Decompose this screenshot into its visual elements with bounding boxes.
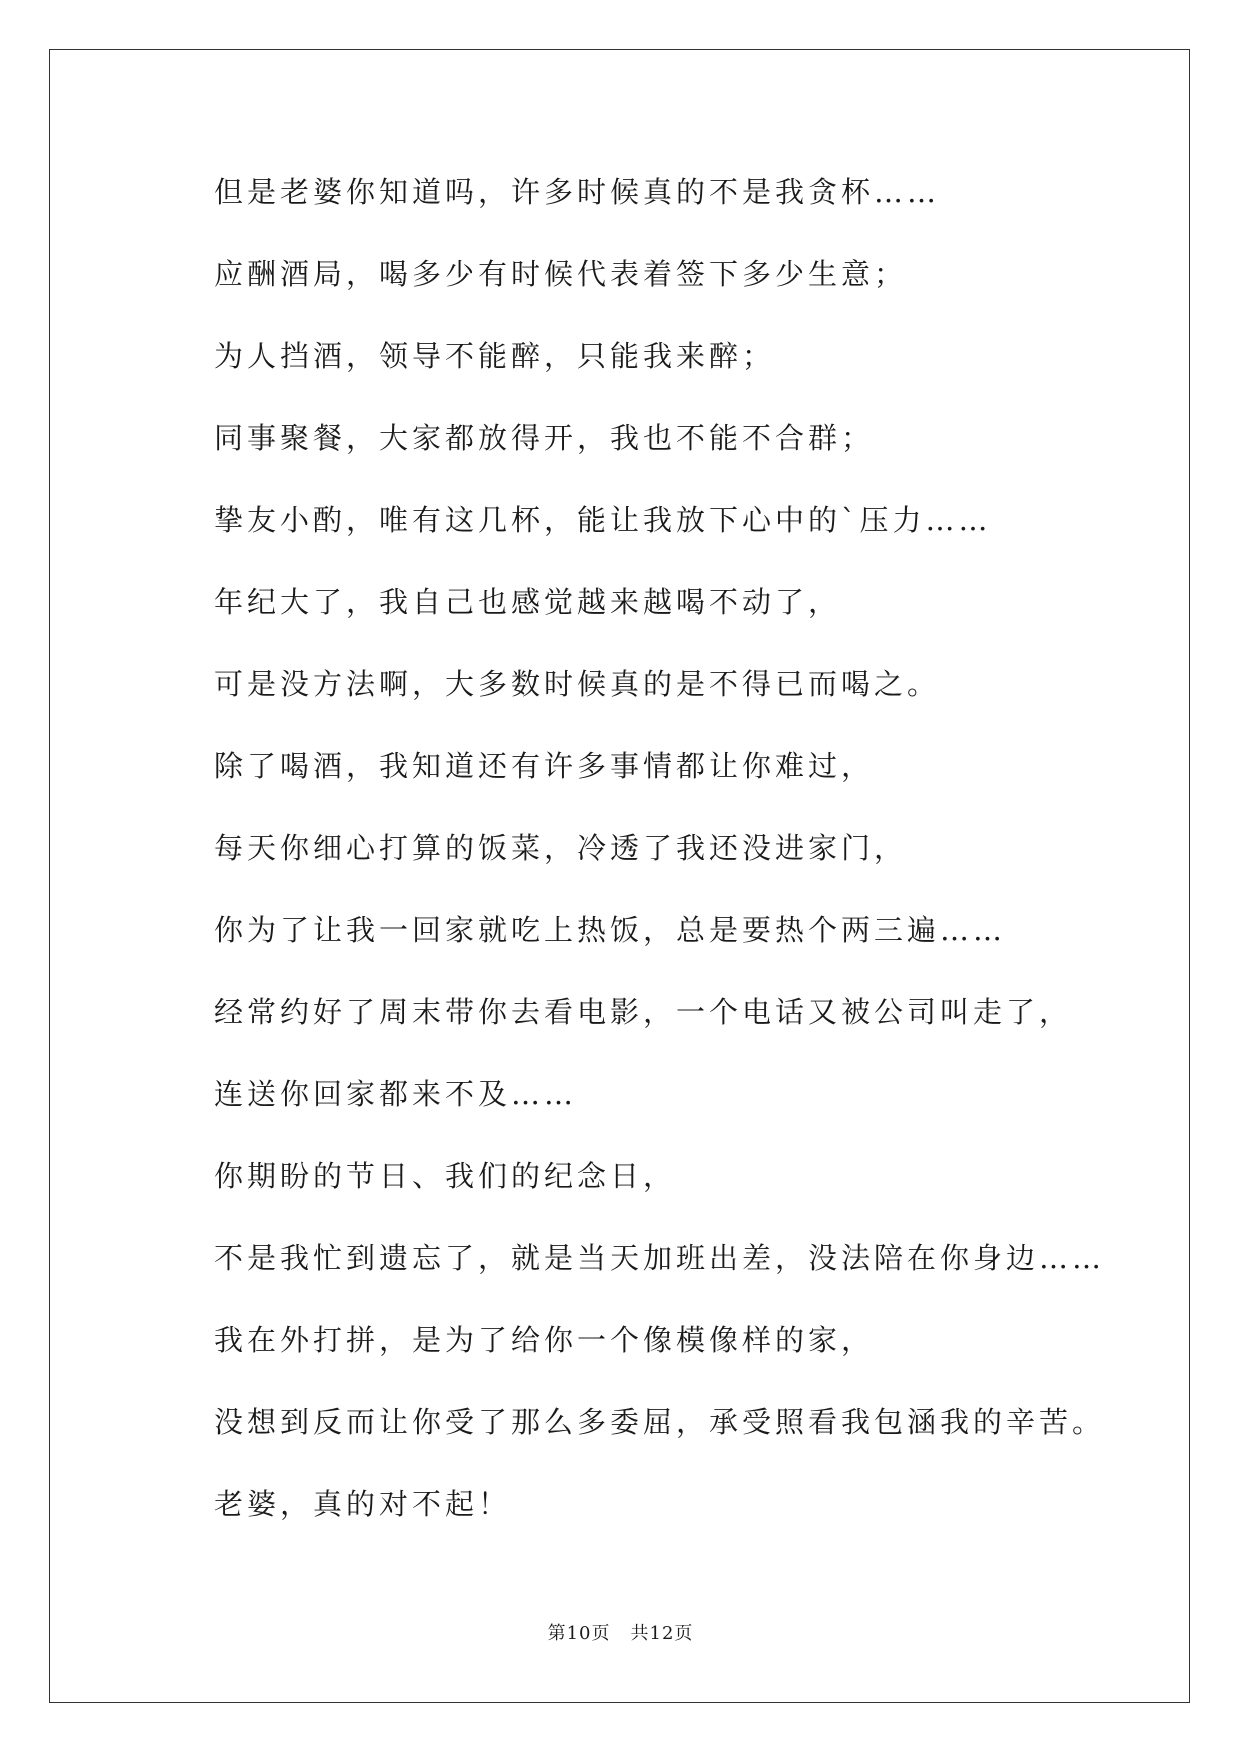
- text-line: 连送你回家都来不及……: [214, 1077, 578, 1111]
- text-line: 应酬酒局，喝多少有时候代表着签下多少生意；: [214, 257, 908, 291]
- text-line: 同事聚餐，大家都放得开，我也不能不合群；: [214, 421, 875, 455]
- text-line: 年纪大了，我自己也感觉越来越喝不动了，: [214, 585, 842, 619]
- text-line: 我在外打拼，是为了给你一个像模像样的家，: [214, 1323, 875, 1357]
- text-line: 除了喝酒，我知道还有许多事情都让你难过，: [214, 749, 875, 783]
- text-line: 为人挡酒，领导不能醉，只能我来醉；: [214, 339, 776, 373]
- text-line: 但是老婆你知道吗，许多时候真的不是我贪杯……: [214, 175, 941, 209]
- document-body: [214, 167, 1114, 1561]
- text-line: 可是没方法啊，大多数时候真的是不得已而喝之。: [214, 667, 941, 701]
- text-line: 每天你细心打算的饭菜，冷透了我还没进家门，: [214, 831, 908, 865]
- total-page-count: 共12页: [630, 1623, 694, 1644]
- text-line: 没想到反而让你受了那么多委屈，承受照看我包涵我的辛苦。: [214, 1405, 1106, 1439]
- text-line: 你为了让我一回家就吃上热饭，总是要热个两三遍……: [214, 913, 1007, 947]
- text-line: 挚友小酌，唯有这几杯，能让我放下心中的`压力……: [214, 503, 992, 537]
- page-footer: [0, 1619, 1241, 1645]
- text-line: 老婆，真的对不起！: [214, 1487, 512, 1521]
- text-line: 经常约好了周末带你去看电影，一个电话又被公司叫走了，: [214, 995, 1073, 1029]
- text-line: 你期盼的节日、我们的纪念日，: [214, 1159, 677, 1193]
- text-line: 不是我忙到遗忘了，就是当天加班出差，没法陪在你身边……: [214, 1241, 1106, 1275]
- current-page-number: 第10页: [547, 1623, 611, 1644]
